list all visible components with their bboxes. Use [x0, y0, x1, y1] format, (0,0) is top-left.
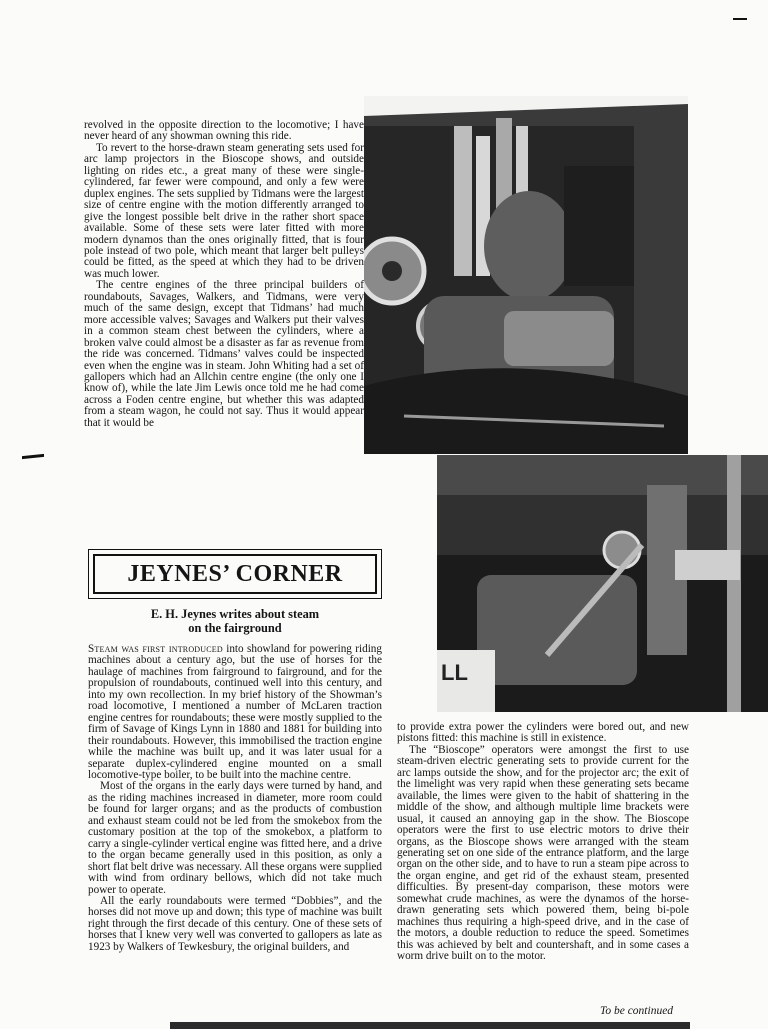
opening-smallcaps: Steam was first introduced: [88, 643, 223, 655]
byline: [88, 607, 382, 635]
steam-engine-photo: [364, 96, 688, 454]
engine-detail-photo: [437, 455, 768, 712]
scan-mark: [22, 454, 44, 459]
title-box: [88, 549, 382, 599]
page-edge-strip: [170, 1022, 690, 1029]
paragraph: revolved in the opposite direction to the locomotive; I have never heard of any showman owning this ride.: [84, 119, 364, 143]
byline-line: on the fairground: [188, 621, 282, 635]
paragraph: The “Bioscope” operators were amongst the first to use steam-driven electric generating sets to provide current for the arc lamps outside the show, and for the projector arc; the exit of the limelight was very rapid when these generating sets became available, the limes were given to the habit of shattering in the middle of the show, and although multiple lime brackets were usual, it caused an annoying gap in the show. The Bioscope operators were the first to use electric motors to drive their organs, as the Bioscope shows were arranged with the steam generating set on one side of the entrance platform, and the large organ on the other side, and to have to run a steam pipe across to the organ engine, and get rid of the exhaust steam, presented difficulties. By present-day comparison, these motors were somewhat crude machines, as were the dynamos of the horse-drawn generating sets which powered them, being bi-pole machines thus requiring a high-speed drive, and in the case of the motors, a double reduction to reduce the speed. Sometimes this was achieved by belt and countershaft, and in some cases a worm drive built on to the motor.: [397, 743, 689, 963]
top-column: [84, 120, 364, 429]
paragraph: Most of the organs in the early days were turned by hand, and as the riding machines increased in diameter, more room could be found for larger organs; and as the products of combustion and exhaust steam could not be led from the smokebox from the customary position at the top of the smokebox, a platform to carry a single-cylinder vertical engine was fitted here, and a drive to the organ became generally used in this position, as only a short flat belt drive was necessary. All these organs were supplied with wind from ordinary bellows, which did not take much power to operate.: [88, 780, 382, 896]
scan-mark: [733, 18, 747, 20]
paragraph: to provide extra power the cylinders were bored out, and new pistons fitted: this machine is still in existence.: [397, 721, 689, 745]
page-title: JEYNES’ CORNER: [127, 560, 343, 587]
bottom-right-column: [397, 722, 689, 963]
opening-text: into showland for powering riding machines about a century ago, but the use of horses for the haulage of machines from fairground to fairground, and for the propulsion of roundabouts, continued well into this century, and into my own recollection. In my brief history of the Showman’s road locomotive, I mentioned a number of McLaren traction engine centres for roundabouts; these were mostly supplied to the firm of Savage of Kings Lynn in 1880 and 1881 for building into their roundabouts. However, this immobilised the traction engine while the machine was built up, and it was later usual for a separate duplex-cylindered engine mounted on a small locomotive-type boiler, to be built into the machine centre.: [88, 643, 382, 781]
opening-paragraph: [88, 644, 382, 781]
sign-lettering: LL: [441, 660, 468, 685]
byline-line: E. H. Jeynes writes about steam: [150, 607, 320, 621]
continued-note: To be continued: [600, 1005, 674, 1017]
paragraph: All the early roundabouts were termed “Dobbies”, and the horses did not move up and down; this type of machine was built right through the first decade of this century. One of these sets of horses that I knew very well was converted to gallopers as late as 1923 by Walkers of Tewkesbury, the original builders, and: [88, 894, 382, 953]
paragraph: To revert to the horse-drawn steam generating sets used for arc lamp projectors in the Bioscope shows, and outside lighting on rides etc., a great many of these were single-cylindered, far fewer were compound, and only a few were duplex engines. The sets supplied by Tidmans were the largest size of centre engine with the motion differently arranged to give the longest possible belt drive in the rather short space available. Some of these sets were later fitted with more modern dynamos than the ones originally fitted, that is four pole instead of two pole, which meant that larger belt pulleys could be fitted, as the speed at which they had to be driven was much lower.: [84, 141, 364, 280]
bottom-left-column: [88, 644, 382, 953]
paragraph: The centre engines of the three principal builders of roundabouts, Savages, Walkers, and Tidmans, were very much of the same design, except that Tidmans’ had much more accessible valves; Savages and Walkers put their valves in a common steam chest between the cylinders, where a broken valve could almost be a disaster as far as revenue from the ride was concerned. Tidmans’ valves could be inspected even when the engine was in steam. John Whiting had a set of gallopers which had an Allchin centre engine (the only one I know of), while the late Jim Lewis once told me he had come across a Foden centre engine, but whether this was adapted from a steam wagon, he could not say. Thus it would appear that it would be: [84, 279, 364, 429]
